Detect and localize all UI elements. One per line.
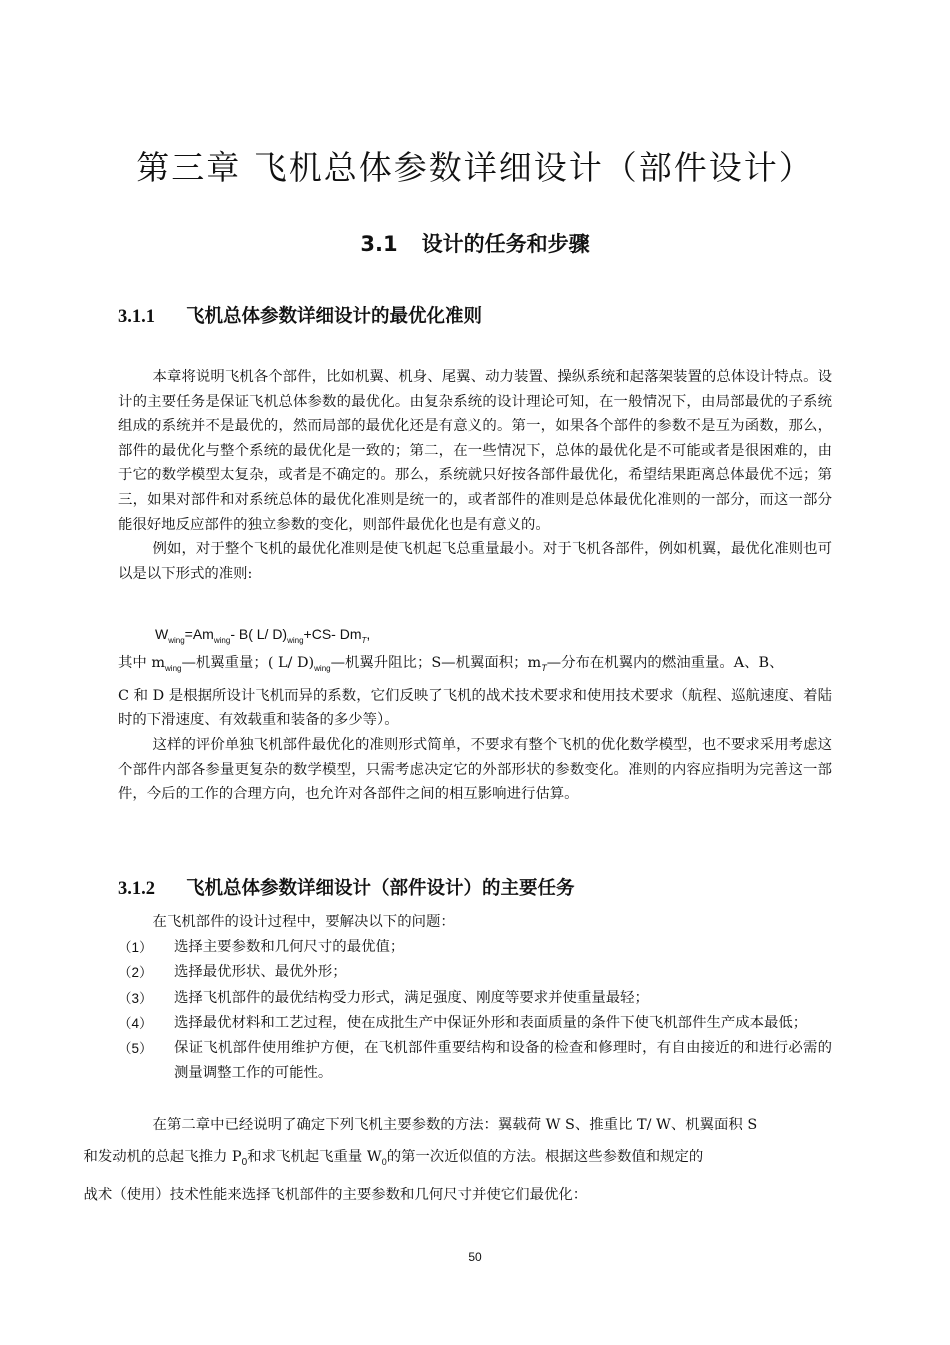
page-number: 50 — [468, 1250, 482, 1264]
section-title: 设计的任务和步骤 — [421, 232, 590, 256]
subsection-title: 飞机总体参数详细设计（部件设计）的主要任务 — [186, 878, 575, 899]
paragraph: C 和 D 是根据所设计飞机而异的系数，它们反映了飞机的战术技术要求和使用技术要求（航程、巡航速度、着陆时的下滑速度、有效载重和装备的多少等）。 — [118, 687, 832, 729]
paragraph: 在第二章中已经说明了确定下列飞机主要参数的方法：翼载荷 W S、推重比 T/ W、机翼面积 S 和发动机的总起飞推力 $P_0$和求飞机起飞重量 $W_0$的第一次近似值的方法。根据这些参数值和规定的 战术（使用）技术性能来选择飞机部件的主要参数和几何尺寸并使它们最优化： — [83, 1117, 758, 1203]
variable-definitions: 其中 $m_{wing}—$机翼重量；( L/ $D)_{wing}—$机翼升阻比；S—机翼面积；$m_T—$分布在机翼内的燃油重量。A、B、 — [118, 655, 784, 673]
body-block-2 — [118, 648, 832, 807]
paragraph: 在飞机部件的设计过程中，要解决以下的问题： — [152, 914, 455, 930]
subsection-title: 飞机总体参数详细设计的最优化准则 — [186, 306, 483, 327]
chapter-title: 第三章 飞机总体参数详细设计（部件设计） — [136, 148, 814, 187]
task-list-block — [118, 910, 832, 1086]
subsection-heading-2 — [118, 874, 575, 900]
paragraph: 本章将说明飞机各个部件，比如机翼、机身、尾翼、动力装置、操纵系统和起落架装置的总体设计特点。设计的主要任务是保证飞机总体参数的最优化。由复杂系统的设计理论可知，在一般情况下，由局部最优的子系统组成的系统并不是最优的，然而局部的最优化还是有意义的。第一，如果各个部件的参数不是互为函数，那么，部件的最优化与整个系统的最优化是一致的；第二，在一些情况下，总体的最优化是不可能或者是很困难的，由于它的数学模型太复杂，或者是不确定的。那么，系统就只好按各部件最优化，希望结果距离总体最优不远；第三，如果对部件和对系统总体的最优化准则是统一的，或者部件的准则是总体最优化准则的一部分，而这一部分能很好地反应部件的独立参数的变化，则部件最优化也是有意义的。 — [118, 369, 832, 533]
wing-criterion-formula: $W_{wing}=Am_{wing}-$ B( L/ $D)_{wing}+CS-$ $Dm_T$, — [155, 626, 371, 645]
body-block-4 — [83, 1109, 832, 1211]
list-item: （1） 选择主要参数和几何尺寸的最优值； — [118, 939, 405, 956]
section-heading — [0, 228, 950, 258]
paragraph: 这样的评价单独飞机部件最优化的准则形式简单，不要求有整个飞机的优化数学模型，也不要求采用考虑这个部件内部各参量更复杂的数学模型，只需考虑决定它的外部形状的参数变化。准则的内容应指明为完善这一部件，今后的工作的合理方向，也允许对各部件之间的相互影响进行估算。 — [118, 737, 832, 803]
list-item: （5） 保证飞机部件使用维护方便，在飞机部件重要结构和设备的检查和修理时，有自由接近的和进行必需的测量调整工作的可能性。 — [118, 1040, 832, 1082]
list-item: （3） 选择飞机部件的最优结构受力形式，满足强度、刚度等要求并使重量最轻； — [118, 989, 649, 1006]
subsection-number: 3.1.1 — [118, 307, 155, 327]
body-block-1 — [118, 365, 832, 586]
list-item: （4） 选择最优材料和工艺过程，使在成批生产中保证外形和表面质量的条件下使飞机部件生产成本最低； — [118, 1014, 808, 1031]
section-number: 3.1 — [360, 232, 398, 256]
paragraph: 例如，对于整个飞机的最优化准则是使飞机起飞总重量最小。对于飞机各部件，例如机翼，最优化准则也可以是以下形式的准则: — [118, 541, 832, 582]
subsection-number: 3.1.2 — [118, 879, 155, 899]
subsection-heading-1 — [118, 302, 482, 328]
list-item: （2） 选择最优形状、最优外形； — [118, 964, 347, 981]
